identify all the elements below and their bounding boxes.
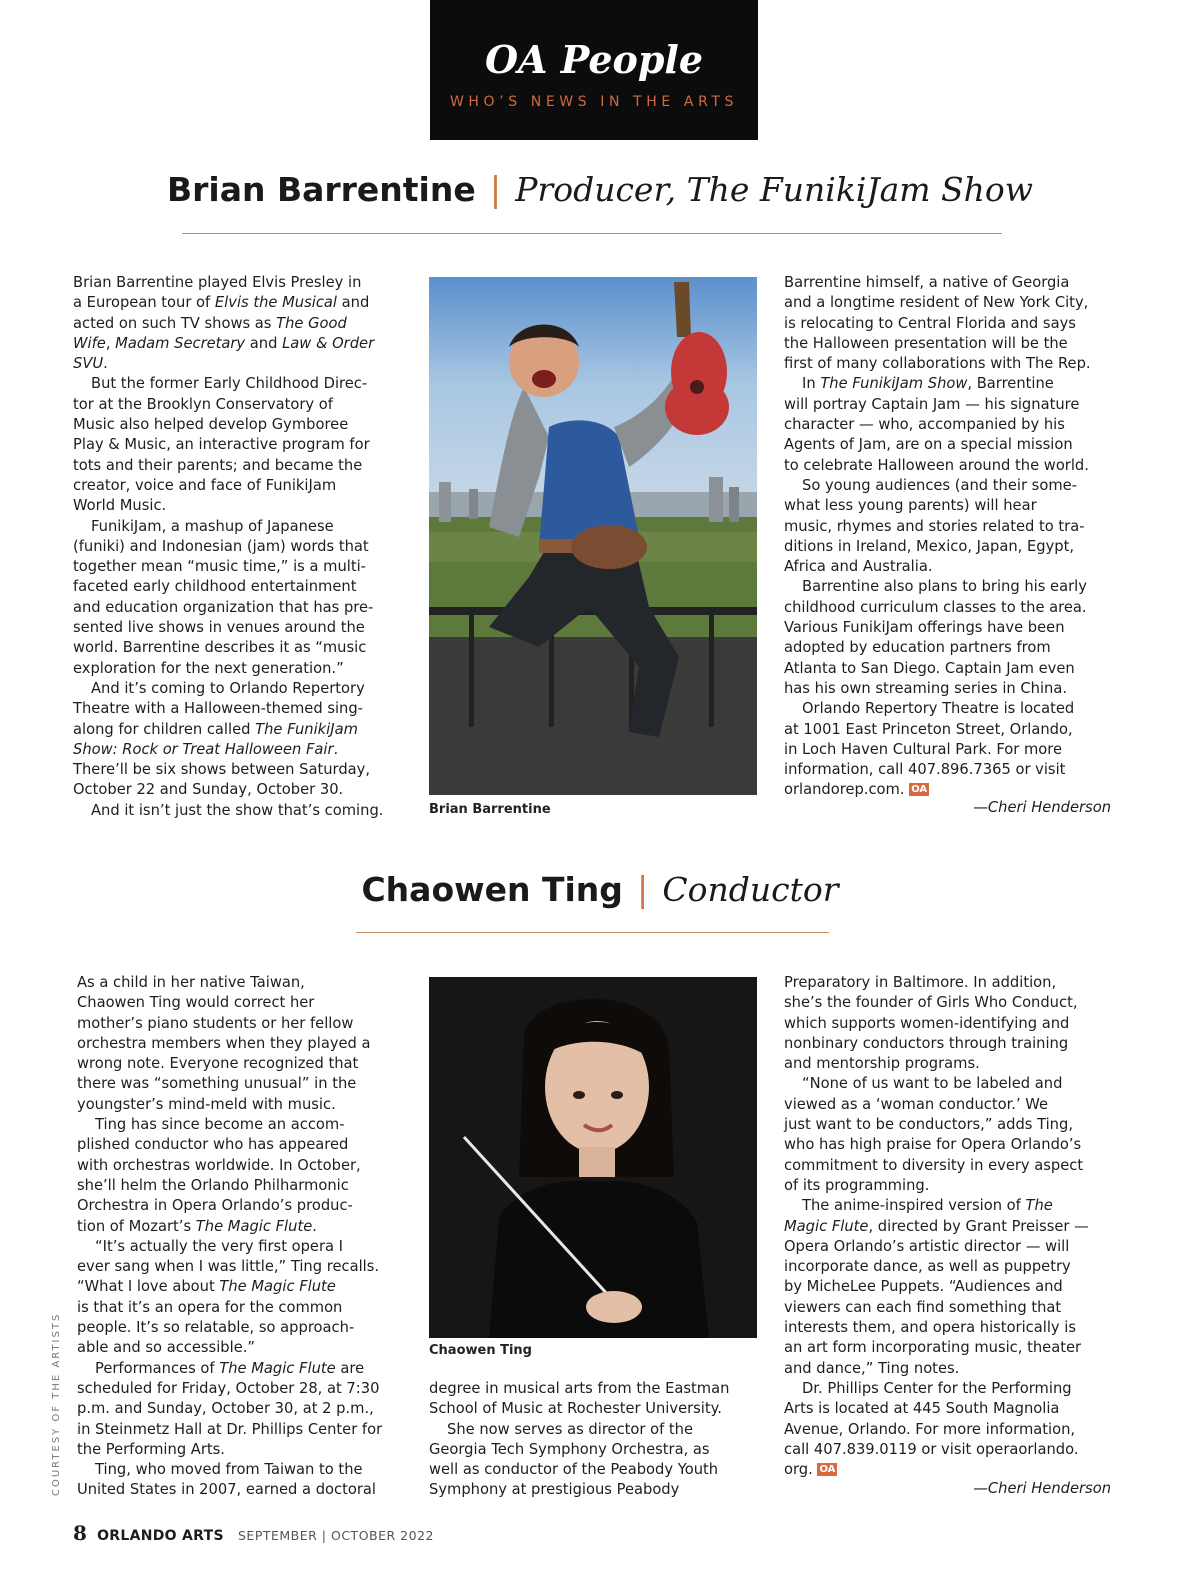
text-line: ditions in Ireland, Mexico, Japan, Egypt, (784, 537, 1075, 555)
text-line: and education organization that has pre- (73, 598, 374, 616)
text-line: “None of us want to be labeled and (802, 1075, 1063, 1093)
text-line: able and so accessible.” (77, 1339, 256, 1357)
text-line: mother’s piano students or her fellow (77, 1014, 354, 1032)
text-line: viewers can each find something that (784, 1298, 1062, 1316)
text-line: But the former Early Childhood Direc- (91, 375, 368, 393)
text-line: Music also helped develop Gymboree (73, 416, 349, 434)
text-line: Preparatory in Baltimore. In addition, (784, 974, 1057, 991)
profile1-column-1 (73, 273, 408, 821)
text-line: Show: Rock or Treat Halloween Fair. (73, 740, 339, 758)
text-line: of its programming. (784, 1176, 930, 1194)
text-line: Africa and Australia. (784, 558, 933, 576)
text-line: Arts is located at 445 South Magnolia (784, 1400, 1060, 1418)
text-line: Performances of The Magic Flute are (95, 1359, 365, 1377)
text-line: tion of Mozart’s The Magic Flute. (77, 1217, 317, 1235)
profile1-role: Producer, The FunikiJam Show (515, 170, 1034, 209)
text-line: Barrentine himself, a native of Georgia (784, 274, 1070, 291)
text-line: SVU. (73, 355, 108, 373)
profile1-photo-caption: Brian Barrentine (429, 802, 551, 817)
text-line: acted on such TV shows as The Good (73, 314, 347, 332)
text-line: Chaowen Ting would correct her (77, 994, 315, 1012)
text-line: who has high praise for Opera Orlando’s (784, 1136, 1082, 1154)
text-line: faceted early childhood entertainment (73, 578, 357, 596)
text-line: and dance,” Ting notes. (784, 1359, 960, 1377)
text-line: in Loch Haven Cultural Park. For more (784, 740, 1063, 758)
profile1-signature: —Cheri Henderson (973, 799, 1111, 816)
text-line: and mentorship programs. (784, 1055, 980, 1073)
text-line: first of many collaborations with The Rep. (784, 355, 1091, 373)
profile2-separator: | (636, 870, 649, 910)
profile2-column-1 (77, 973, 407, 1501)
masthead-subtitle: WHO’S NEWS IN THE ARTS (449, 94, 739, 110)
text-line: sented live shows in venues around the (73, 619, 365, 637)
chaowen-ting-photo (429, 977, 757, 1338)
text-line: a European tour of Elvis the Musical and (73, 294, 370, 312)
text-line: scheduled for Friday, October 28, at 7:30 (77, 1379, 380, 1397)
text-line: music, rhymes and stories related to tra- (784, 517, 1085, 535)
photo-illustration-2 (429, 977, 757, 1338)
text-line: people. It’s so relatable, so approach- (77, 1319, 355, 1337)
masthead (430, 0, 758, 140)
profile2-column-3 (784, 973, 1119, 1480)
text-line: the Halloween presentation will be the (784, 334, 1068, 352)
text-line: Atlanta to San Diego. Captain Jam even (784, 659, 1075, 677)
photo-credit: COURTESY OF THE ARTISTS (51, 1312, 62, 1496)
text-line: Opera Orlando’s artistic director — will (784, 1237, 1070, 1255)
text-line: plished conductor who has appeared (77, 1136, 349, 1154)
text-line: “What I love about The Magic Flute (77, 1278, 336, 1296)
page-number: 8 (73, 1521, 87, 1545)
text-line: (funiki) and Indonesian (jam) words that (73, 537, 369, 555)
text-line: information, call 407.896.7365 or visit (784, 761, 1066, 779)
text-line: “It’s actually the very first opera I (95, 1237, 344, 1255)
photo-illustration (429, 277, 757, 795)
text-line: Brian Barrentine played Elvis Presley in (73, 274, 362, 291)
text-line: Symphony at prestigious Peabody (429, 1481, 680, 1499)
text-line: degree in musical arts from the Eastman (429, 1380, 730, 1397)
text-line: there was “something unusual” in the (77, 1075, 357, 1093)
text-line: tor at the Brooklyn Conservatory of (73, 395, 333, 413)
issue-date: SEPTEMBER | OCTOBER 2022 (237, 1528, 434, 1543)
text-line: Barrentine also plans to bring his early (802, 578, 1087, 596)
text-line: youngster’s mind-meld with music. (77, 1095, 336, 1113)
text-line: Wife, Madam Secretary and Law & Order (73, 334, 375, 352)
text-line: in Steinmetz Hall at Dr. Phillips Center for (77, 1420, 383, 1438)
text-line: As a child in her native Taiwan, (77, 974, 305, 991)
text-line: p.m. and Sunday, October 30, at 2 p.m., (77, 1400, 374, 1418)
masthead-title: OA People (484, 37, 704, 82)
text-line: to celebrate Halloween around the world. (784, 456, 1089, 474)
profile1-name: Brian Barrentine (166, 170, 476, 209)
text-line: There’ll be six shows between Saturday, (73, 761, 371, 779)
text-line: In The FunikiJam Show, Barrentine (802, 375, 1054, 393)
text-line: the Performing Arts. (77, 1440, 225, 1458)
text-line: orlandorep.com. OA (784, 781, 928, 799)
text-line: incorporate dance, as well as puppetry (784, 1258, 1071, 1276)
text-line: an art form incorporating music, theater (784, 1339, 1082, 1357)
brian-barrentine-photo (429, 277, 757, 795)
text-line: has his own streaming series in China. (784, 679, 1068, 697)
text-line: adopted by education partners from (784, 639, 1051, 657)
profile2-name: Chaowen Ting (361, 870, 623, 909)
profile2-rule (356, 932, 829, 933)
text-line: childhood curriculum classes to the area. (784, 598, 1087, 616)
text-line: tots and their parents; and became the (73, 456, 363, 474)
text-line: Dr. Phillips Center for the Performing (802, 1379, 1072, 1397)
text-line: org. OA (784, 1461, 836, 1479)
text-line: Agents of Jam, are on a special mission (784, 436, 1073, 454)
text-line: October 22 and Sunday, October 30. (73, 781, 344, 799)
text-line: she’ll helm the Orlando Philharmonic (77, 1176, 349, 1194)
profile2-signature: —Cheri Henderson (973, 1480, 1111, 1497)
text-line: along for children called The FunikiJam (73, 720, 358, 738)
text-line: Avenue, Orlando. For more information, (784, 1420, 1076, 1438)
text-line: is relocating to Central Florida and says (784, 314, 1076, 332)
text-line: Ting has since become an accom- (95, 1116, 345, 1134)
profile2-role: Conductor (662, 870, 839, 909)
text-line: World Music. (73, 497, 167, 515)
text-line: will portray Captain Jam — his signature (784, 395, 1080, 413)
magazine-name: ORLANDO ARTS (97, 1528, 224, 1544)
text-line: and a longtime resident of New York City, (784, 294, 1089, 312)
profile1-heading (0, 170, 1200, 210)
text-line: world. Barrentine describes it as “music (73, 639, 367, 657)
page-footer (73, 1521, 434, 1545)
text-line: well as conductor of the Peabody Youth (429, 1461, 719, 1479)
text-line: commitment to diversity in every aspect (784, 1156, 1084, 1174)
text-line: what less young parents) will hear (784, 497, 1037, 515)
text-line: interests them, and opera historically is (784, 1319, 1077, 1337)
text-line: is that it’s an opera for the common (77, 1298, 343, 1316)
text-line: Various FunikiJam offerings have been (784, 619, 1065, 637)
text-line: nonbinary conductors through training (784, 1034, 1069, 1052)
profile2-heading (0, 870, 1200, 910)
text-line: United States in 2007, earned a doctoral (77, 1481, 376, 1499)
text-line: orchestra members when they played a (77, 1034, 371, 1052)
text-line: exploration for the next generation.” (73, 659, 344, 677)
text-line: Play & Music, an interactive program for (73, 436, 370, 454)
text-line: Orlando Repertory Theatre is located (802, 700, 1075, 718)
text-line: with orchestras worldwide. In October, (77, 1156, 361, 1174)
text-line: So young audiences (and their some- (802, 476, 1077, 494)
text-line: call 407.839.0119 or visit operaorlando. (784, 1440, 1079, 1458)
profile1-rule (182, 233, 1002, 234)
text-line: She now serves as director of the (447, 1420, 694, 1438)
profile1-separator: | (489, 170, 502, 210)
profile2-photo-caption: Chaowen Ting (429, 1343, 532, 1358)
profile1-column-3 (784, 273, 1119, 801)
text-line: And it isn’t just the show that’s coming. (91, 801, 384, 819)
profile2-column-2 (429, 1379, 759, 1501)
text-line: Ting, who moved from Taiwan to the (95, 1461, 363, 1479)
text-line: School of Music at Rochester University. (429, 1400, 722, 1418)
text-line: which supports women-identifying and (784, 1014, 1070, 1032)
text-line: FunikiJam, a mashup of Japanese (91, 517, 334, 535)
text-line: creator, voice and face of FunikiJam (73, 476, 337, 494)
text-line: The anime-inspired version of The (802, 1197, 1053, 1215)
text-line: together mean “music time,” is a multi- (73, 558, 366, 576)
text-line: Theatre with a Halloween-themed sing- (73, 700, 363, 718)
text-line: just want to be conductors,” adds Ting, (784, 1116, 1073, 1134)
text-line: character — who, accompanied by his (784, 416, 1065, 434)
text-line: And it’s coming to Orlando Repertory (91, 679, 365, 697)
text-line: Orchestra in Opera Orlando’s produc- (77, 1197, 353, 1215)
text-line: by MicheLee Puppets. “Audiences and (784, 1278, 1063, 1296)
text-line: she’s the founder of Girls Who Conduct, (784, 994, 1078, 1012)
text-line: wrong note. Everyone recognized that (77, 1055, 359, 1073)
text-line: Magic Flute, directed by Grant Preisser — (784, 1217, 1089, 1235)
text-line: viewed as a ‘woman conductor.’ We (784, 1095, 1049, 1113)
text-line: ever sang when I was little,” Ting recalls. (77, 1258, 380, 1276)
text-line: Georgia Tech Symphony Orchestra, as (429, 1440, 710, 1458)
text-line: at 1001 East Princeton Street, Orlando, (784, 720, 1073, 738)
